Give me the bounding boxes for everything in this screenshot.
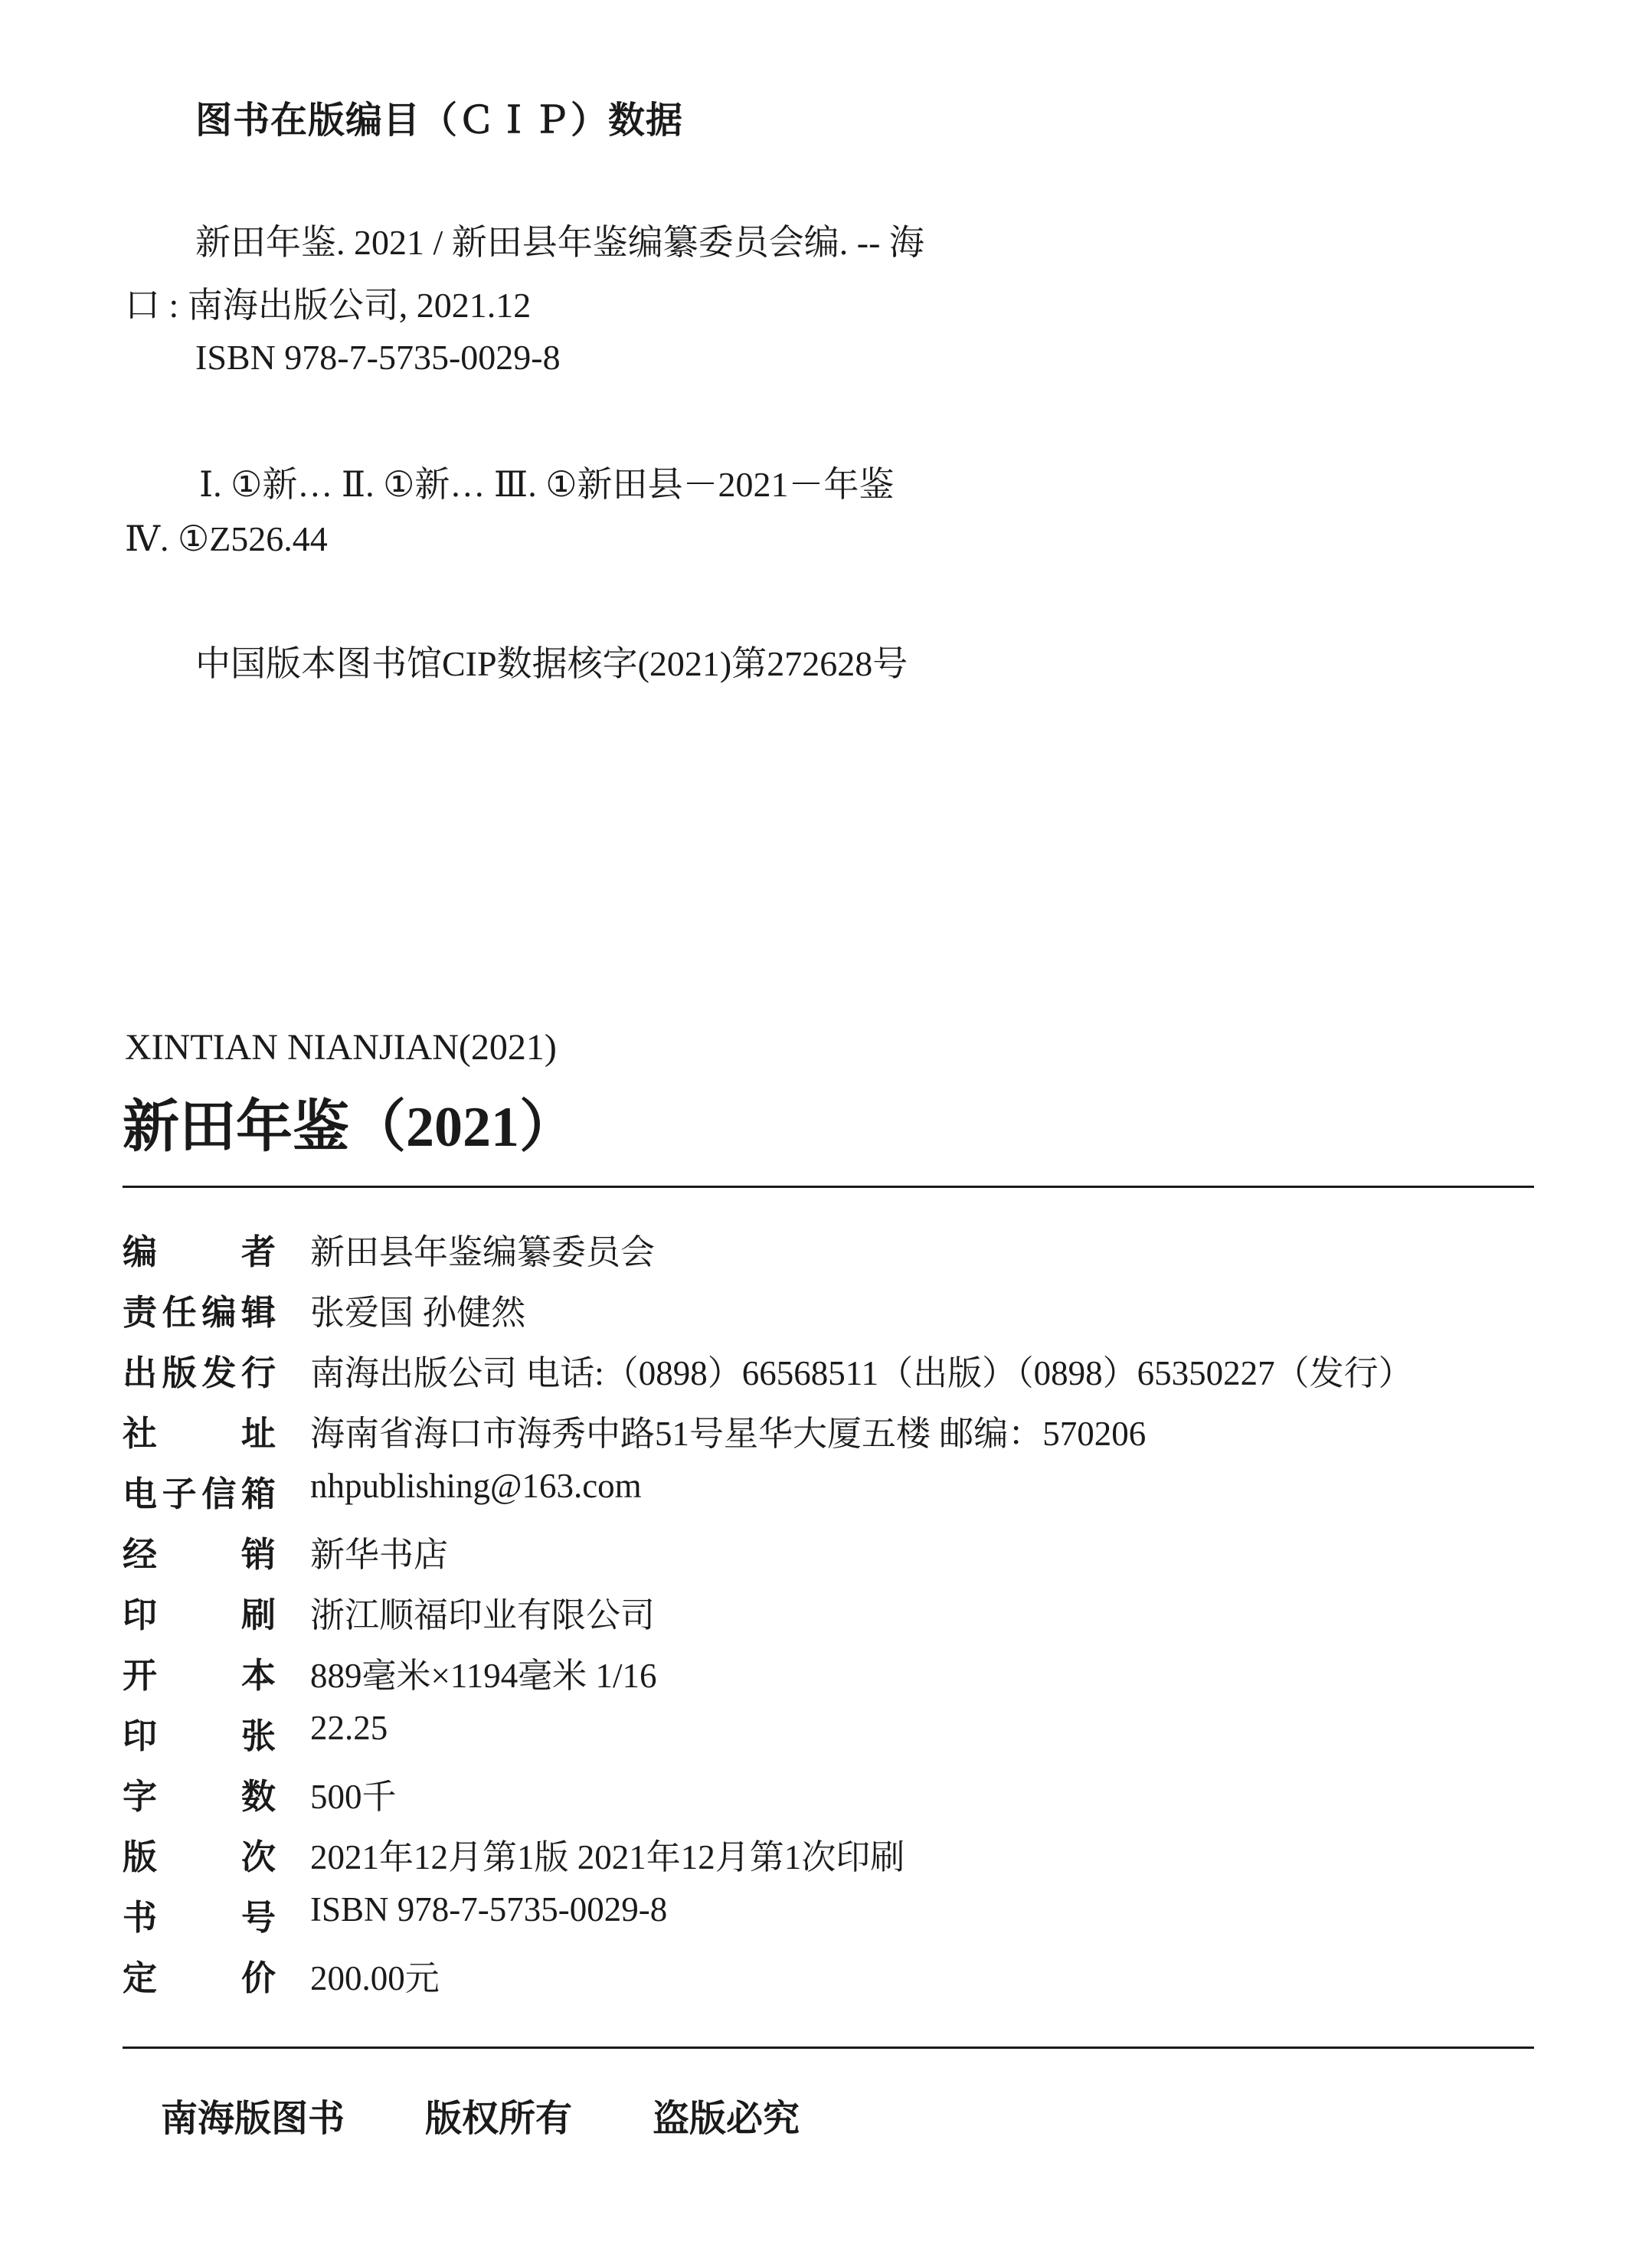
info-label: 电 子 信 箱 bbox=[123, 1474, 276, 1514]
info-label: 字 数 bbox=[123, 1776, 276, 1817]
info-value: 889毫米×1194毫米 1/16 bbox=[310, 1657, 657, 1695]
info-value: 200.00元 bbox=[310, 1959, 440, 1997]
info-label: 经 销 bbox=[123, 1534, 276, 1575]
info-row bbox=[123, 1768, 1413, 1829]
info-value: 张爱国 孙健然 bbox=[310, 1294, 526, 1332]
divider-bottom bbox=[123, 2047, 1534, 2049]
info-value: 南海出版公司 电话:（0898）66568511（出版）（0898）65350227（发行） bbox=[310, 1354, 1413, 1392]
info-row bbox=[123, 1284, 1413, 1345]
title-english: XINTIAN NIANJIAN(2021) bbox=[125, 1027, 557, 1068]
cip-line: Ⅳ. ①Z526.44 bbox=[125, 519, 328, 558]
info-row bbox=[123, 1708, 1413, 1768]
info-row bbox=[123, 1405, 1413, 1466]
info-value: nhpublishing@163.com bbox=[310, 1467, 642, 1505]
title-chinese: 新田年鉴（2021） bbox=[123, 1096, 576, 1159]
cip-line: ISBN 978-7-5735-0029-8 bbox=[195, 338, 561, 377]
info-row bbox=[123, 1466, 1413, 1526]
info-label: 书 号 bbox=[123, 1897, 276, 1938]
footer-publisher: 南海版图书 bbox=[161, 2097, 345, 2140]
info-value: 22.25 bbox=[310, 1709, 388, 1747]
info-label: 印 张 bbox=[123, 1716, 276, 1756]
info-label: 印 刷 bbox=[123, 1595, 276, 1635]
info-label: 出 版 发 行 bbox=[123, 1353, 276, 1393]
info-value: 海南省海口市海秀中路51号星华大厦五楼 邮编：570206 bbox=[310, 1415, 1147, 1453]
info-label: 定 价 bbox=[123, 1958, 276, 1998]
footer-piracy: 盗版必究 bbox=[653, 2097, 800, 2140]
info-row bbox=[123, 1829, 1413, 1889]
info-row bbox=[123, 1587, 1413, 1647]
info-value: 500千 bbox=[310, 1778, 397, 1816]
info-row bbox=[123, 1950, 1413, 2011]
info-label: 责 任 编 辑 bbox=[123, 1292, 276, 1333]
cip-line: Ⅰ. ①新… Ⅱ. ①新… Ⅲ. ①新田县－2021－年鉴 bbox=[199, 465, 895, 504]
info-row bbox=[123, 1889, 1413, 1950]
copyright-footer bbox=[161, 2089, 880, 2141]
divider-top bbox=[123, 1186, 1534, 1188]
info-row bbox=[123, 1526, 1413, 1587]
info-label: 编 者 bbox=[123, 1232, 276, 1272]
info-value: ISBN 978-7-5735-0029-8 bbox=[310, 1890, 668, 1929]
info-row bbox=[123, 1345, 1413, 1405]
cip-line: 新田年鉴. 2021 / 新田县年鉴编纂委员会编. -- 海 bbox=[195, 223, 924, 262]
info-row bbox=[123, 1224, 1413, 1284]
publication-info bbox=[123, 1224, 1413, 2011]
info-value: 新华书店 bbox=[310, 1536, 449, 1574]
info-label: 社 址 bbox=[123, 1413, 276, 1454]
info-value: 新田县年鉴编纂委员会 bbox=[310, 1233, 656, 1271]
info-value: 2021年12月第1版 2021年12月第1次印刷 bbox=[310, 1838, 905, 1876]
info-label: 开 本 bbox=[123, 1655, 276, 1696]
info-row bbox=[123, 1647, 1413, 1708]
info-value: 浙江顺福印业有限公司 bbox=[310, 1596, 656, 1634]
footer-rights: 版权所有 bbox=[425, 2097, 573, 2140]
info-label: 版 次 bbox=[123, 1837, 276, 1877]
cip-heading: 图书在版编目（ＣＩＰ）数据 bbox=[195, 99, 684, 142]
cip-line: 中国版本图书馆CIP数据核字(2021)第272628号 bbox=[195, 644, 908, 683]
cip-line: 口 : 南海出版公司, 2021.12 bbox=[125, 286, 532, 325]
